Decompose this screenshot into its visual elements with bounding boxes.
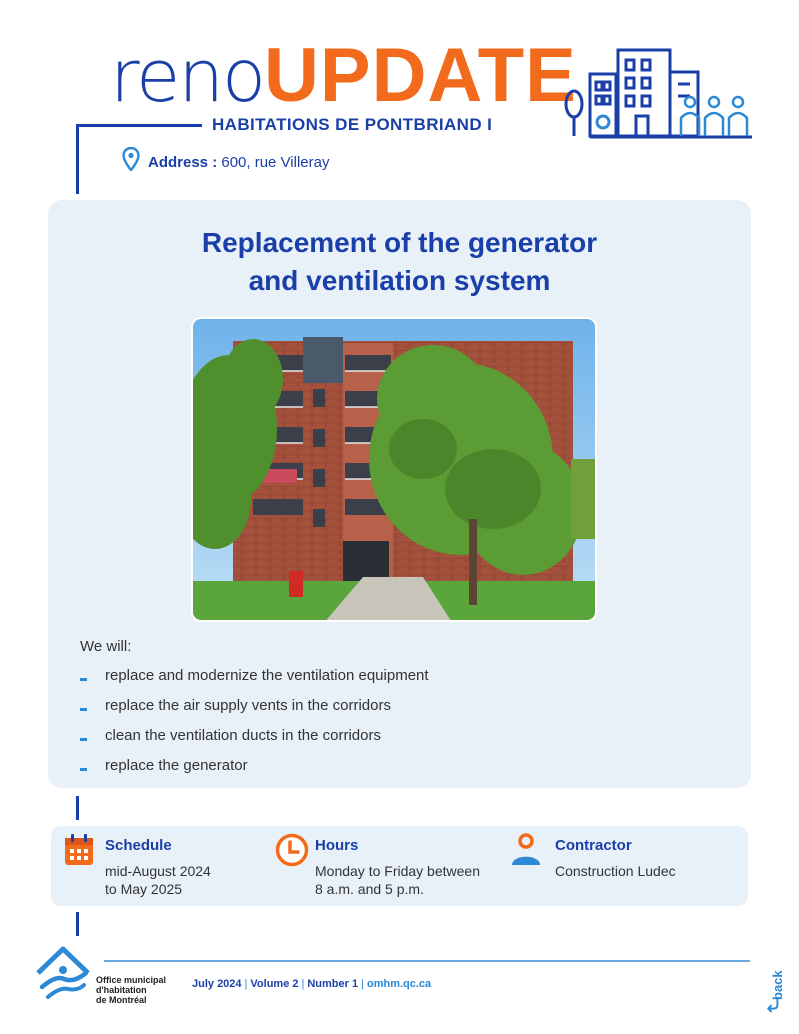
dash-bullet-icon [80,738,87,741]
title-update: UPDATE [264,33,577,118]
schedule-title: Schedule [105,837,172,854]
work-list [80,666,429,786]
decorative-line-vertical [76,912,79,936]
omhm-logo-icon [34,943,92,1001]
contractor-title: Contractor [555,837,632,854]
building-photo [191,317,597,622]
website-link[interactable]: omhm.qc.ca [366,978,432,990]
main-panel [48,200,751,788]
decorative-line-vertical [76,796,79,820]
org-line-3: de Montréal [96,995,147,1005]
org-line-1: Office municipal [96,975,167,985]
list-item [80,726,429,756]
back-arrow-icon[interactable] [758,996,792,1028]
address-value: 600, rue Villeray [221,154,330,171]
list-item-text: replace the air supply vents in the corridors [105,697,391,714]
issue-date: July 2024 [192,978,242,990]
schedule-text [105,862,211,898]
location-pin-icon [122,147,140,171]
address [122,147,329,171]
footer-divider [104,960,750,962]
page-title-line-2: and ventilation system [248,265,551,296]
page-title-line-1: Replacement of the generator [201,227,598,258]
person-icon [509,832,543,866]
dash-bullet-icon [80,678,87,681]
list-item [80,756,429,786]
list-item-text: clean the ventilation ducts in the corridors [105,727,381,744]
contractor-name-text: Construction Ludec [555,863,676,879]
page-title [48,224,751,300]
title-reno: reno [110,34,264,118]
decorative-line-vertical [76,124,79,194]
newsletter-title [110,33,577,118]
decorative-line [76,124,202,127]
hours-text [315,862,480,898]
info-box [51,826,748,906]
dash-bullet-icon [80,768,87,771]
schedule-line-1: mid-August 2024 [105,863,211,879]
issue-number: Number 1 [307,978,359,990]
org-line-2: d'habitation [96,985,147,995]
schedule-line-2: to May 2025 [105,881,183,897]
hours-line-1: Monday to Friday between [315,863,480,879]
buildings-and-people-icon [560,44,756,140]
address-label: Address : [148,154,218,171]
intro-text: We will: [80,638,132,655]
issue-info: July 2024 | Volume 2 | Number 1 | omhm.qc.ca [192,978,432,990]
issue-volume: Volume 2 [250,978,299,990]
project-subtitle: HABITATIONS DE PONTBRIAND I [212,115,493,134]
back-link[interactable]: back [770,970,785,1000]
list-item [80,666,429,696]
list-item [80,696,429,726]
hours-title: Hours [315,837,359,854]
calendar-icon [64,834,94,866]
org-name [96,975,166,1005]
clock-icon [275,833,309,867]
list-item-text: replace the generator [105,757,248,774]
hours-line-2: 8 a.m. and 5 p.m. [315,881,424,897]
list-item-text: replace and modernize the ventilation equipment [105,667,429,684]
dash-bullet-icon [80,708,87,711]
contractor-name [555,862,676,880]
